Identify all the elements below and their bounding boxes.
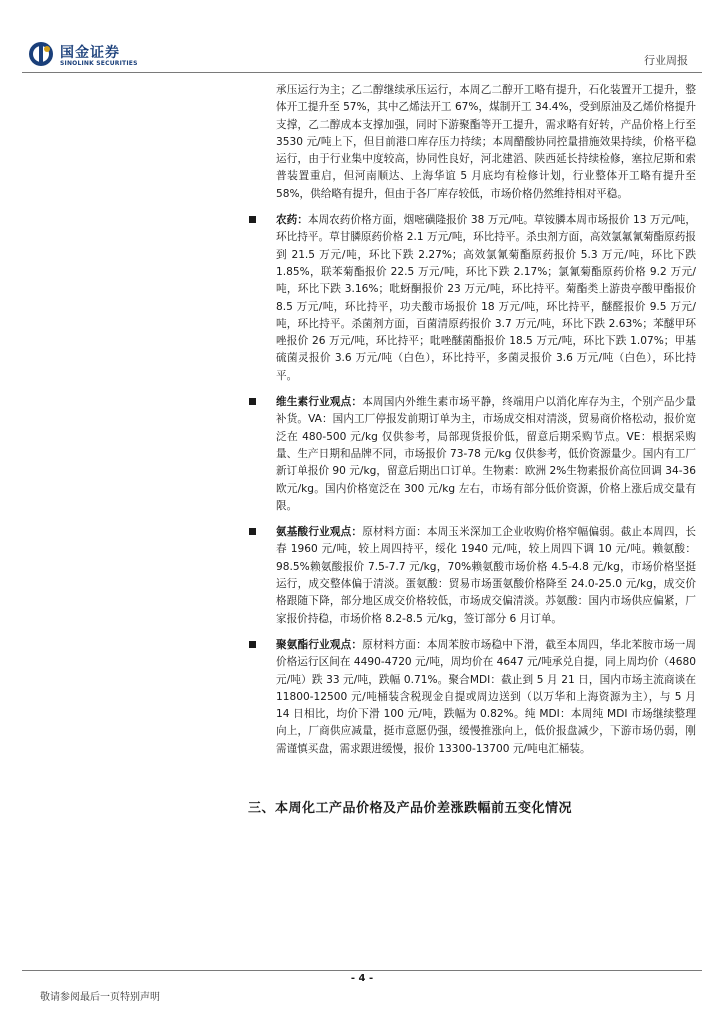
main-content xyxy=(276,82,696,758)
footer-divider xyxy=(22,970,702,971)
bullet-label: 农药： xyxy=(276,214,308,227)
bullet-square-icon xyxy=(249,641,256,648)
bullet-item-vitamin xyxy=(276,394,696,515)
bullet-paragraph xyxy=(276,637,696,758)
bullet-label: 氨基酸行业观点： xyxy=(276,526,363,539)
footer-disclaimer: 敬请参阅最后一页特别声明 xyxy=(40,992,160,1003)
bullet-item-polyurethane xyxy=(276,637,696,758)
bullet-text: 本周农药价格方面，烟嘧磺隆报价 38 万元/吨。草铵膦本周市场报价 13 万元/吨，环比持平。草甘膦原药价格 2.1 万元/吨，环比持平。杀虫剂方面，高效氯氟氰菊酯原药报到 21.5 万元/吨，环比下跌 2.27%；高效氯氰菊酯原药报价 5.3 万元/吨，环比下跌 1.85%，联苯菊酯报价 22.5 万元/吨，环比下跌 2.17%；氯氰菊酯原药价格 9.2 万元/吨，环比下跌 3.16%；吡蚜酮报价 23 万元/吨，环比持平。菊酯类上游贵亭酸甲酯报价 8.5 万元/吨，环比持平，功夫酸市场报价 18 万元/吨，环比持平，醚醛报价 9.5 万元/吨，环比持平。杀菌剂方面，百菌清原药报价 3.7 万元/吨，环比下跌 2.63%；苯醚甲环唑报价 26 万元/吨，环比持平；吡唑醚菌酯报价 18.5 万元/吨，环比下跌 1.07%；甲基硫菌灵报价 3.6 万元/吨（白色），环比持平，多菌灵报价 3.6 万元/吨（白色），环比持平。 xyxy=(276,214,696,382)
logo-mark-icon xyxy=(28,41,54,67)
bullet-square-icon xyxy=(249,398,256,405)
page-header xyxy=(22,38,702,73)
section-title: 三、本周化工产品价格及产品价差涨跌幅前五变化情况 xyxy=(248,801,573,816)
bullet-square-icon xyxy=(249,216,256,223)
bullet-text: 本周国内外维生素市场平静，终端用户以消化库存为主，个别产品少量补货。VA：国内工厂停报发前期订单为主，市场成交相对清淡，贸易商价格松动，报价宽泛在 480-500 元/kg 仅供参考，局部现货报价低，留意后期采购节点。VE：根据采购量、生产日期和品牌不同，市场报价 73-78 元/kg 仅供参考，低价资源量少。国内有工厂新订单报价 90 元/kg，留意后期出口订单。生物素：欧洲 2%生物素报价高位回调 34-36 欧元/kg。国内价格宽泛在 300 元/kg 左右，市场有部分低价资源，价格上涨后成交量有限。 xyxy=(276,396,697,512)
bullet-square-icon xyxy=(249,528,256,535)
logo-en-text: SINOLINK SECURITIES xyxy=(60,60,138,67)
company-logo xyxy=(28,41,178,71)
report-type: 行业周报 xyxy=(644,54,688,67)
bullet-item-amino-acid xyxy=(276,524,696,628)
intro-paragraph: 承压运行为主；乙二醇继续承压运行，本周乙二醇开工略有提升，石化装置开工提升，整体开工提升至 57%，其中乙烯法开工 67%，煤制开工 34.4%，受到原油及乙烯价格提升支撑，乙二醇成本支撑加强，同时下游聚酯等开工提升，需求略有好转，产品价格上行至 3530 元/吨上下，但目前港口库存压力持续；本周醋酸协同控量措施效果持续，价格平稳运行，由于行业集中度较高，协同性良好，河北建滔、陕西延长持续检修，塞拉尼斯和索普装置重启，但河南顺达、上海华谊 5 月底均有检修计划，行业整体开工略有提升至 58%，供给略有提升，但由于各厂库存较低，市场价格仍然维持相对平稳。 xyxy=(276,84,696,200)
bullet-paragraph xyxy=(276,394,696,515)
bullet-text: 原材料方面：本周苯胺市场稳中下滑，截至本周四，华北苯胺市场一周价格运行区间在 4490-4720 元/吨，周均价在 4647 元/吨承兑自提，同上周均价（4680 元/吨）跌 33 元/吨，跌幅 0.71%。聚合MDI：截止到 5 月 21 日，国内市场主流商谈在 11800-12500 元/吨桶装含税现金自提或周边送到（以万华和上海资源为主），与 5 月 14 日相比，均价下滑 100 元/吨，跌幅为 0.82%。纯 MDI：本周纯 MDI 市场继续整理向上，厂商供应减量，挺市意愿仍强，缓慢推涨向上，低价报盘减少，下游市场仍弱，刚需谨慎买盘，需求跟进缓慢，报价 13300-13700 元/吨电汇桶装。 xyxy=(276,638,697,755)
bullet-item-pesticide xyxy=(276,212,696,385)
bullet-label: 维生素行业观点： xyxy=(276,396,363,409)
bullet-text: 原材料方面：本周玉米深加工企业收购价格窄幅偏弱。截止本周四，长春 1960 元/吨，较上周四持平，绥化 1940 元/吨，较上周四下调 10 元/吨。赖氨酸：98.5%赖氨酸报价 7.5-7.7 元/kg，70%赖氨酸市场价格 4.5-4.8 元/kg，市场价格坚挺运行，成交整体偏于清淡。蛋氨酸：贸易市场蛋氨酸价格降至 24.0-25.0 元/kg，成交价格跟随下降，部分地区成交价格较低，市场成交偏清淡。苏氨酸：国内市场供应偏紧，厂家报价持稳，市场价格 8.2-8.5 元/kg，签订部分 6 月订单。 xyxy=(276,526,697,625)
logo-cn-text: 国金证券 xyxy=(60,45,120,61)
bullet-paragraph xyxy=(276,212,696,385)
page-number: - 4 - xyxy=(350,973,374,984)
bullet-label: 聚氨酯行业观点： xyxy=(276,638,363,651)
bullet-paragraph xyxy=(276,524,696,628)
